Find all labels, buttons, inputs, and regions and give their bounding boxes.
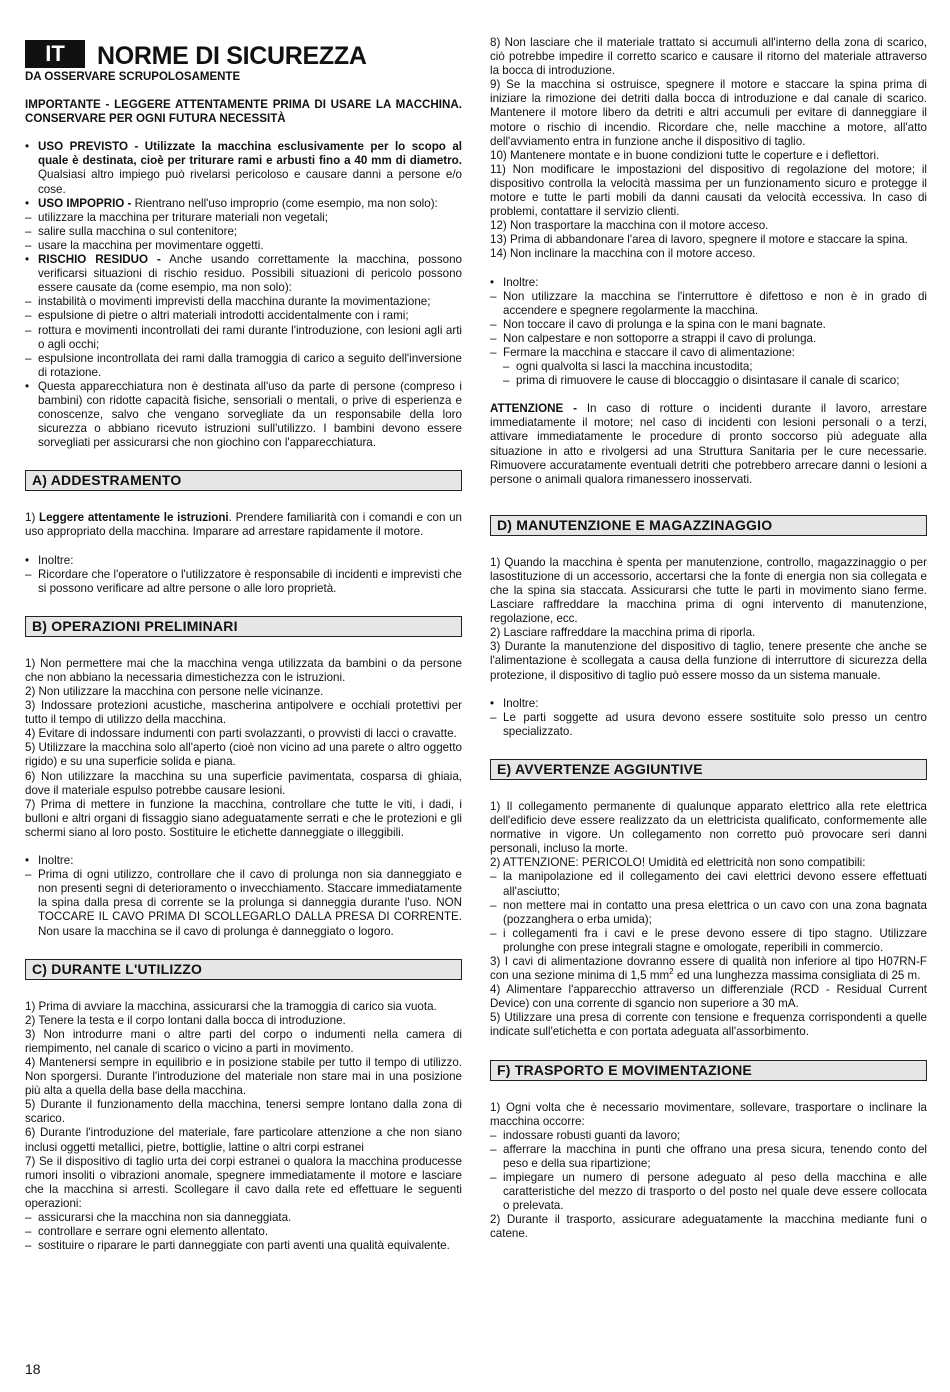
uso-improprio-label: USO IMPOPRIO - — [38, 196, 132, 210]
paragraph: 11) Non modificare le impostazioni del dispositivo di regolazione del motore; il dispositivo controlla la velocità massima per un funzionamento sicuro e protegge il motore e tutte le parti mobili da danni causati da velocità eccessiva. In caso di problemi, contattare il servizio clienti. — [490, 162, 927, 219]
list-item: – Non calpestare e non sottoporre a strappi il cavo di prolunga. — [490, 332, 927, 346]
para-number: 1) — [25, 511, 40, 525]
paragraph: 1) Non permettere mai che la macchina venga utilizzata da bambini o da persone che non abbiano la necessaria dimestichezza con le istruzioni. — [25, 656, 462, 684]
section-d-inoltre: • Inoltre: — [490, 697, 927, 711]
list-item: – la manipolazione ed il collegamento dei cavi elettrici devono essere effettuati all'asciutto; — [490, 870, 927, 898]
paragraph: 7) Se il dispositivo di taglio urta dei corpi estranei o qualora la macchina producesse rumori insoliti o vibrazioni anomale, spegnere immediatamente il motore e lasciare che la macchina si arresti. Scollegare il cavo dalla rete ed effettuare le seguenti operazioni: — [25, 1154, 462, 1210]
paragraph: 5) Durante il funzionamento della macchina, tenersi sempre lontano dalla zona di scarico. — [25, 1098, 462, 1126]
intro-rischio-residuo — [25, 253, 462, 380]
paragraph: 14) Non inclinare la macchina con il motore acceso. — [490, 247, 756, 261]
section-a-p1 — [25, 511, 462, 539]
list-item: – utilizzare la macchina per triturare materiali non vegetali; — [25, 211, 462, 225]
paragraph: 5) Utilizzare la macchina solo all'aperto (cioè non vicino ad una parete o altro oggetto rigido) e su una superficie solida e piana. — [25, 741, 462, 769]
paragraph: 3) Non introdurre mani o altre parti del corpo o indumenti nella camera di riempimento, nel canale di scarico o vicino a parti in movimento. — [25, 1027, 462, 1055]
section-d-paras — [490, 556, 927, 683]
left-column — [25, 38, 462, 1253]
rischio-items — [25, 295, 462, 380]
rischio-label: RISCHIO RESIDUO - — [38, 253, 161, 267]
list-item: – non mettere mai in contatto una presa elettrica o un cavo con una zona bagnata (pozzanghera o erba umida); — [490, 899, 927, 927]
paragraph: 2) Non utilizzare la macchina con persone nelle vicinanze. — [25, 685, 324, 698]
list-item: – Prima di ogni utilizzo, controllare che il cavo di prolunga non sia danneggiato e non presenti segni di deterioramento o invecchiamento. Staccare immediatamente la spina dalla presa di corrente se la prolunga si danneggia durante l'uso. NON TOCCARE IL CAVO PRIMA DI SCOLLEGARLO DALLA PRESA DI CORRENTE. Non usare la macchina se il cavo di prolunga è danneggiato o logoro. — [25, 868, 462, 938]
paragraph: 1) Prima di avviare la macchina, assicurarsi che la tramoggia di carico sia vuota. — [25, 999, 437, 1013]
attenzione-text: In caso di rotture o incidenti durante il lavoro, arrestare immediatamente il motore; nel caso di incidenti con lesioni personali o a terzi, attivare immediatamente le procedure di pronto soccorso più adeguate alla situazione in atto e rivolgersi ad una Struttura Sanitaria per le cure necessarie. Rimuovere accuratamente eventuali detriti che potrebbero arrecare danni o lesioni a persone o animali qualora rimanessero inosservati. — [490, 402, 927, 486]
fermare-items — [503, 360, 927, 388]
section-b-inoltre: • Inoltre: — [25, 854, 462, 868]
paragraph: 2) ATTENZIONE: PERICOLO! Umidità ed elettricità non sono compatibili: — [490, 856, 866, 870]
paragraph: 2) Durante il trasporto, assicurare adeguatamente la macchina mediante funi o catene. — [490, 1213, 927, 1241]
paragraph: 2) Tenere la testa e il corpo lontani dalla bocca di introduzione. — [25, 1013, 346, 1027]
section-b-inoltre-items — [25, 868, 462, 938]
page-title: NORME DI SICUREZZA — [97, 42, 367, 70]
document-header — [25, 36, 462, 70]
section-c-paras-continued — [490, 36, 927, 262]
list-item: – i collegamenti fra i cavi e le prese devono essere di tipo stagno. Utilizzare prolunghe con prese integrali stagne e omologate, reperibili in commercio. — [490, 927, 927, 955]
list-item: – salire sulla macchina o sul contenitore; — [25, 225, 462, 239]
important-notice: IMPORTANTE - LEGGERE ATTENTAMENTE PRIMA DI USARE LA MACCHINA. CONSERVARE PER OGNI FUTURA NECESSITÀ — [25, 98, 462, 126]
paragraph: 7) Prima di mettere in funzione la macchina, controllare che tutte le viti, i dadi, i bulloni e altri organi di fissaggio siano adeguatamente serrati e che le protezioni e gli schermi siano al loro posto. Sostituire le etichette danneggiate o illeggibili. — [25, 797, 462, 839]
list-item: – sostituire o riparare le parti danneggiate con parti aventi una qualità equivalente. — [25, 1239, 462, 1253]
paragraph: 6) Durante l'introduzione del materiale, fare particolare attenzione a che non siano inclusi oggetti metallici, pietre, bottiglie, lattine o altri corpi estranei — [25, 1126, 462, 1154]
paragraph: 2) Lasciare raffreddare la macchina prima di riporla. — [490, 626, 756, 640]
list-item: – Le parti soggette ad usura devono essere sostituite solo presso un centro specializzato. — [490, 711, 927, 739]
paragraph: 8) Non lasciare che il materiale trattato si accumuli all'interno della zona di scarico, ciò potrebbe impedire il corretto scarico e causare il ritorno del materiale attraverso la bocca di introduzione. — [490, 36, 927, 78]
paragraph: 4) Mantenersi sempre in equilibrio e in posizione stabile per tutto il tempo di utilizzo. Non sporgersi. Durante l'introduzione del materiale non stare mai in una posizione più alta a quella della base della macchina. — [25, 1055, 462, 1098]
section-e-heading: E) AVVERTENZE AGGIUNTIVE — [490, 759, 927, 780]
paragraph: 13) Prima di abbandonare l'area di lavoro, spegnere il motore e staccare la spina. — [490, 233, 908, 247]
intro-uso-previsto — [25, 140, 462, 196]
list-item: – Ricordare che l'operatore o l'utilizzatore è responsabile di incidenti e imprevisti che si possono verificare ad altre persone o alle loro proprietà. — [25, 568, 462, 596]
intro-uso-improprio — [25, 197, 462, 253]
para-text: ed una lunghezza massima consigliata di 25 m. — [673, 969, 921, 983]
list-item: – Non toccare il cavo di prolunga e la spina con le mani bagnate. — [490, 318, 927, 332]
rischio-text: Anche usando correttamente la macchina, possono verificarsi situazioni di rischio residuo. Possibili situazioni di pericolo possono essere causate da (come esempio, ma non solo): — [38, 253, 462, 295]
list-item: – indossare robusti guanti da lavoro; — [490, 1129, 927, 1143]
paragraph: 3) Indossare protezioni acustiche, mascherina antipolvere e occhiali protettivi per tutto il tempo di utilizzo della macchina. — [25, 699, 462, 727]
list-item: – afferrare la macchina in punti che offrano una presa sicura, tenendo conto del peso e della sua ripartizione; — [490, 1143, 927, 1171]
section-a-heading: A) ADDESTRAMENTO — [25, 470, 462, 491]
section-b-heading: B) OPERAZIONI PRELIMINARI — [25, 616, 462, 637]
section-d-inoltre-items — [490, 711, 927, 739]
list-item: – usare la macchina per movimentare oggetti. — [25, 239, 462, 253]
section-a-inoltre-items — [25, 568, 462, 596]
uso-previsto-label: USO PREVISTO - Utilizzate la macchina esclusivamente per lo scopo al quale è destinata, cioè per triturare rami e arbusti fino a 40 mm di diametro. — [38, 140, 462, 168]
intro-list — [25, 140, 462, 450]
page-number: 18 — [25, 1361, 41, 1377]
list-item: – instabilità o movimenti imprevisti della macchina durante la movimentazione; — [25, 295, 462, 309]
paragraph: 9) Se la macchina si ostruisce, spegnere il motore e staccare la spina prima di iniziare la rimozione dei detriti dalla bocca di introduzione e dal canale di scarico. Mantenere il motore libero da detriti e altri accumuli per evitare di danneggiare il motore o rischio di incendio. Ricordare che, nelle macchine a motore, all'atto dell'avviamento entra in funzione anche il dispositivo di taglio. — [490, 78, 927, 148]
section-b-paras — [25, 657, 462, 840]
section-e-p2-items — [490, 870, 927, 955]
list-item: – Non utilizzare la macchina se l'interruttore è difettoso e non è in grado di accendere e spegnere regolarmente la macchina. — [490, 290, 927, 318]
section-f-heading: F) TRASPORTO E MOVIMENTAZIONE — [490, 1060, 927, 1081]
attenzione-label: ATTENZIONE - — [490, 402, 577, 416]
uso-previsto-text: Qualsiasi altro impiego può rivelarsi pericoloso e causare danni a persone e/o cose. — [38, 168, 462, 196]
list-item: – controllare e serrare ogni elemento allentato. — [25, 1225, 462, 1239]
paragraph: 4) Alimentare l'apparecchio attraverso un differenziale (RCD - Residual Current Device) con una corrente di sgancio non superiore a 30 mA. — [490, 983, 927, 1011]
list-item: – impiegare un numero di persone adeguato al peso della macchina e alle caratteristiche del mezzo di trasporto o del posto nel quale deve essere collocata o prelevata. — [490, 1171, 927, 1213]
page-subtitle: DA OSSERVARE SCRUPOLOSAMENTE — [25, 71, 241, 83]
paragraph: 4) Evitare di indossare indumenti con parti svolazzanti, o provvisti di lacci o cravatte. — [25, 727, 457, 741]
paragraph: 12) Non trasportare la macchina con il motore acceso. — [490, 219, 769, 233]
right-column — [490, 36, 927, 1241]
section-c-step7-items — [25, 1211, 462, 1253]
paragraph: 5) Utilizzare una presa di corrente con tensione e frequenza corrispondenti a quelle indicate sull'etichetta e con portata adeguata all'assorbimento. — [490, 1011, 927, 1039]
list-item: – assicurarsi che la macchina non sia danneggiata. — [25, 1211, 462, 1225]
paragraph — [490, 955, 927, 983]
section-d-heading: D) MANUTENZIONE E MAGAZZINAGGIO — [490, 515, 927, 536]
uso-improprio-items — [25, 211, 462, 253]
language-badge: IT — [25, 40, 85, 68]
paragraph: 6) Non utilizzare la macchina su una superficie pavimentata, cosparsa di ghiaia, dove il materiale espulso potrebbe causare lesioni. — [25, 769, 462, 797]
list-item: – prima di rimuovere le cause di bloccaggio o disintasare il canale di scarico; — [503, 374, 927, 388]
para-text: . Prendere familiarità con i comandi e con un uso appropriato della macchina. Imparare ad arrestare rapidamente il motore. — [25, 511, 463, 539]
list-item: – ogni qualvolta si lasci la macchina incustodita; — [503, 360, 927, 374]
section-a-inoltre: • Inoltre: — [25, 554, 462, 568]
section-c-inoltre-items — [490, 290, 927, 389]
paragraph: 10) Mantenere montate e in buone condizioni tutte le coperture e i deflettori. — [490, 148, 880, 162]
fermare-text: Fermare la macchina e staccare il cavo di alimentazione: — [503, 345, 795, 359]
section-c-inoltre: • Inoltre: — [490, 276, 927, 290]
section-c-paras — [25, 1000, 462, 1211]
list-item: – rottura e movimenti incontrollati dei rami durante l'introduzione, con lesioni agli arti o agli occhi; — [25, 324, 462, 352]
para-bold: Leggere attentamente le istruzioni — [39, 511, 229, 525]
list-item: – espulsione incontrollata dei rami dalla tramoggia di carico a seguito dell'inversione di rotazione. — [25, 352, 462, 380]
list-item: – espulsione di pietre o altri materiali introdotti accidentalmente con i rami; — [25, 309, 462, 323]
paragraph: 1) Quando la macchina è spenta per manutenzione, controllo, magazzinaggio o per lasostituzione di un accessorio, accertarsi che la fonte di energia non sia collegata e che la spina sia staccata. Assicurarsi che tutte le parti in movimento siano ferme. Lasciare raffreddare la macchina prima di ogni intervento di manutenzione, regolazione, ecc. — [490, 555, 927, 626]
paragraph: 3) Durante la manutenzione del dispositivo di taglio, tenere presente che anche se l'alimentazione è scollegata a causa della funzione di interruttore di sicurezza della protezione, il dispositivo di taglio può essere mosso da un sistema manuale. — [490, 640, 927, 682]
paragraph: 1) Il collegamento permanente di qualunque apparato elettrico alla rete elettrica dell'edificio deve essere realizzato da un elettricista qualificato, conformemente alle normative in vigore. Un collegamento non corretto può provocare seri danni personali, incluso la morte. — [490, 799, 927, 856]
list-item — [490, 346, 927, 388]
para-text: 3) I cavi di alimentazione dovranno essere di qualità non inferiore al tipo H07RN-F con una sezione minima di 1,5 mm — [490, 954, 927, 983]
section-f-p1-items — [490, 1129, 927, 1214]
section-c-heading: C) DURANTE L'UTILIZZO — [25, 959, 462, 980]
intro-apparecchiatura: • Questa apparecchiatura non è destinata all'uso da parte di persone (compreso i bambini) con ridotte capacità fisiche, sensoriali o mentali, o prive di esperienza e conoscenze, salvo che vengano sorvegliate da un responsabile della loro sicurezza o abbiano ricevuto istruzioni sull'utilizzo. I bambini devono essere sorvegliati per assicurarsi che non giochino con l'apparecchiatura. — [25, 380, 462, 450]
attenzione-paragraph — [490, 402, 927, 487]
uso-improprio-text: Rientrano nell'uso improprio (come esempio, ma non solo): — [131, 196, 438, 210]
superscript: 2 — [669, 967, 674, 977]
paragraph: 1) Ogni volta che è necessario movimentare, sollevare, trasportare o inclinare la macchina occorre: — [490, 1100, 927, 1128]
